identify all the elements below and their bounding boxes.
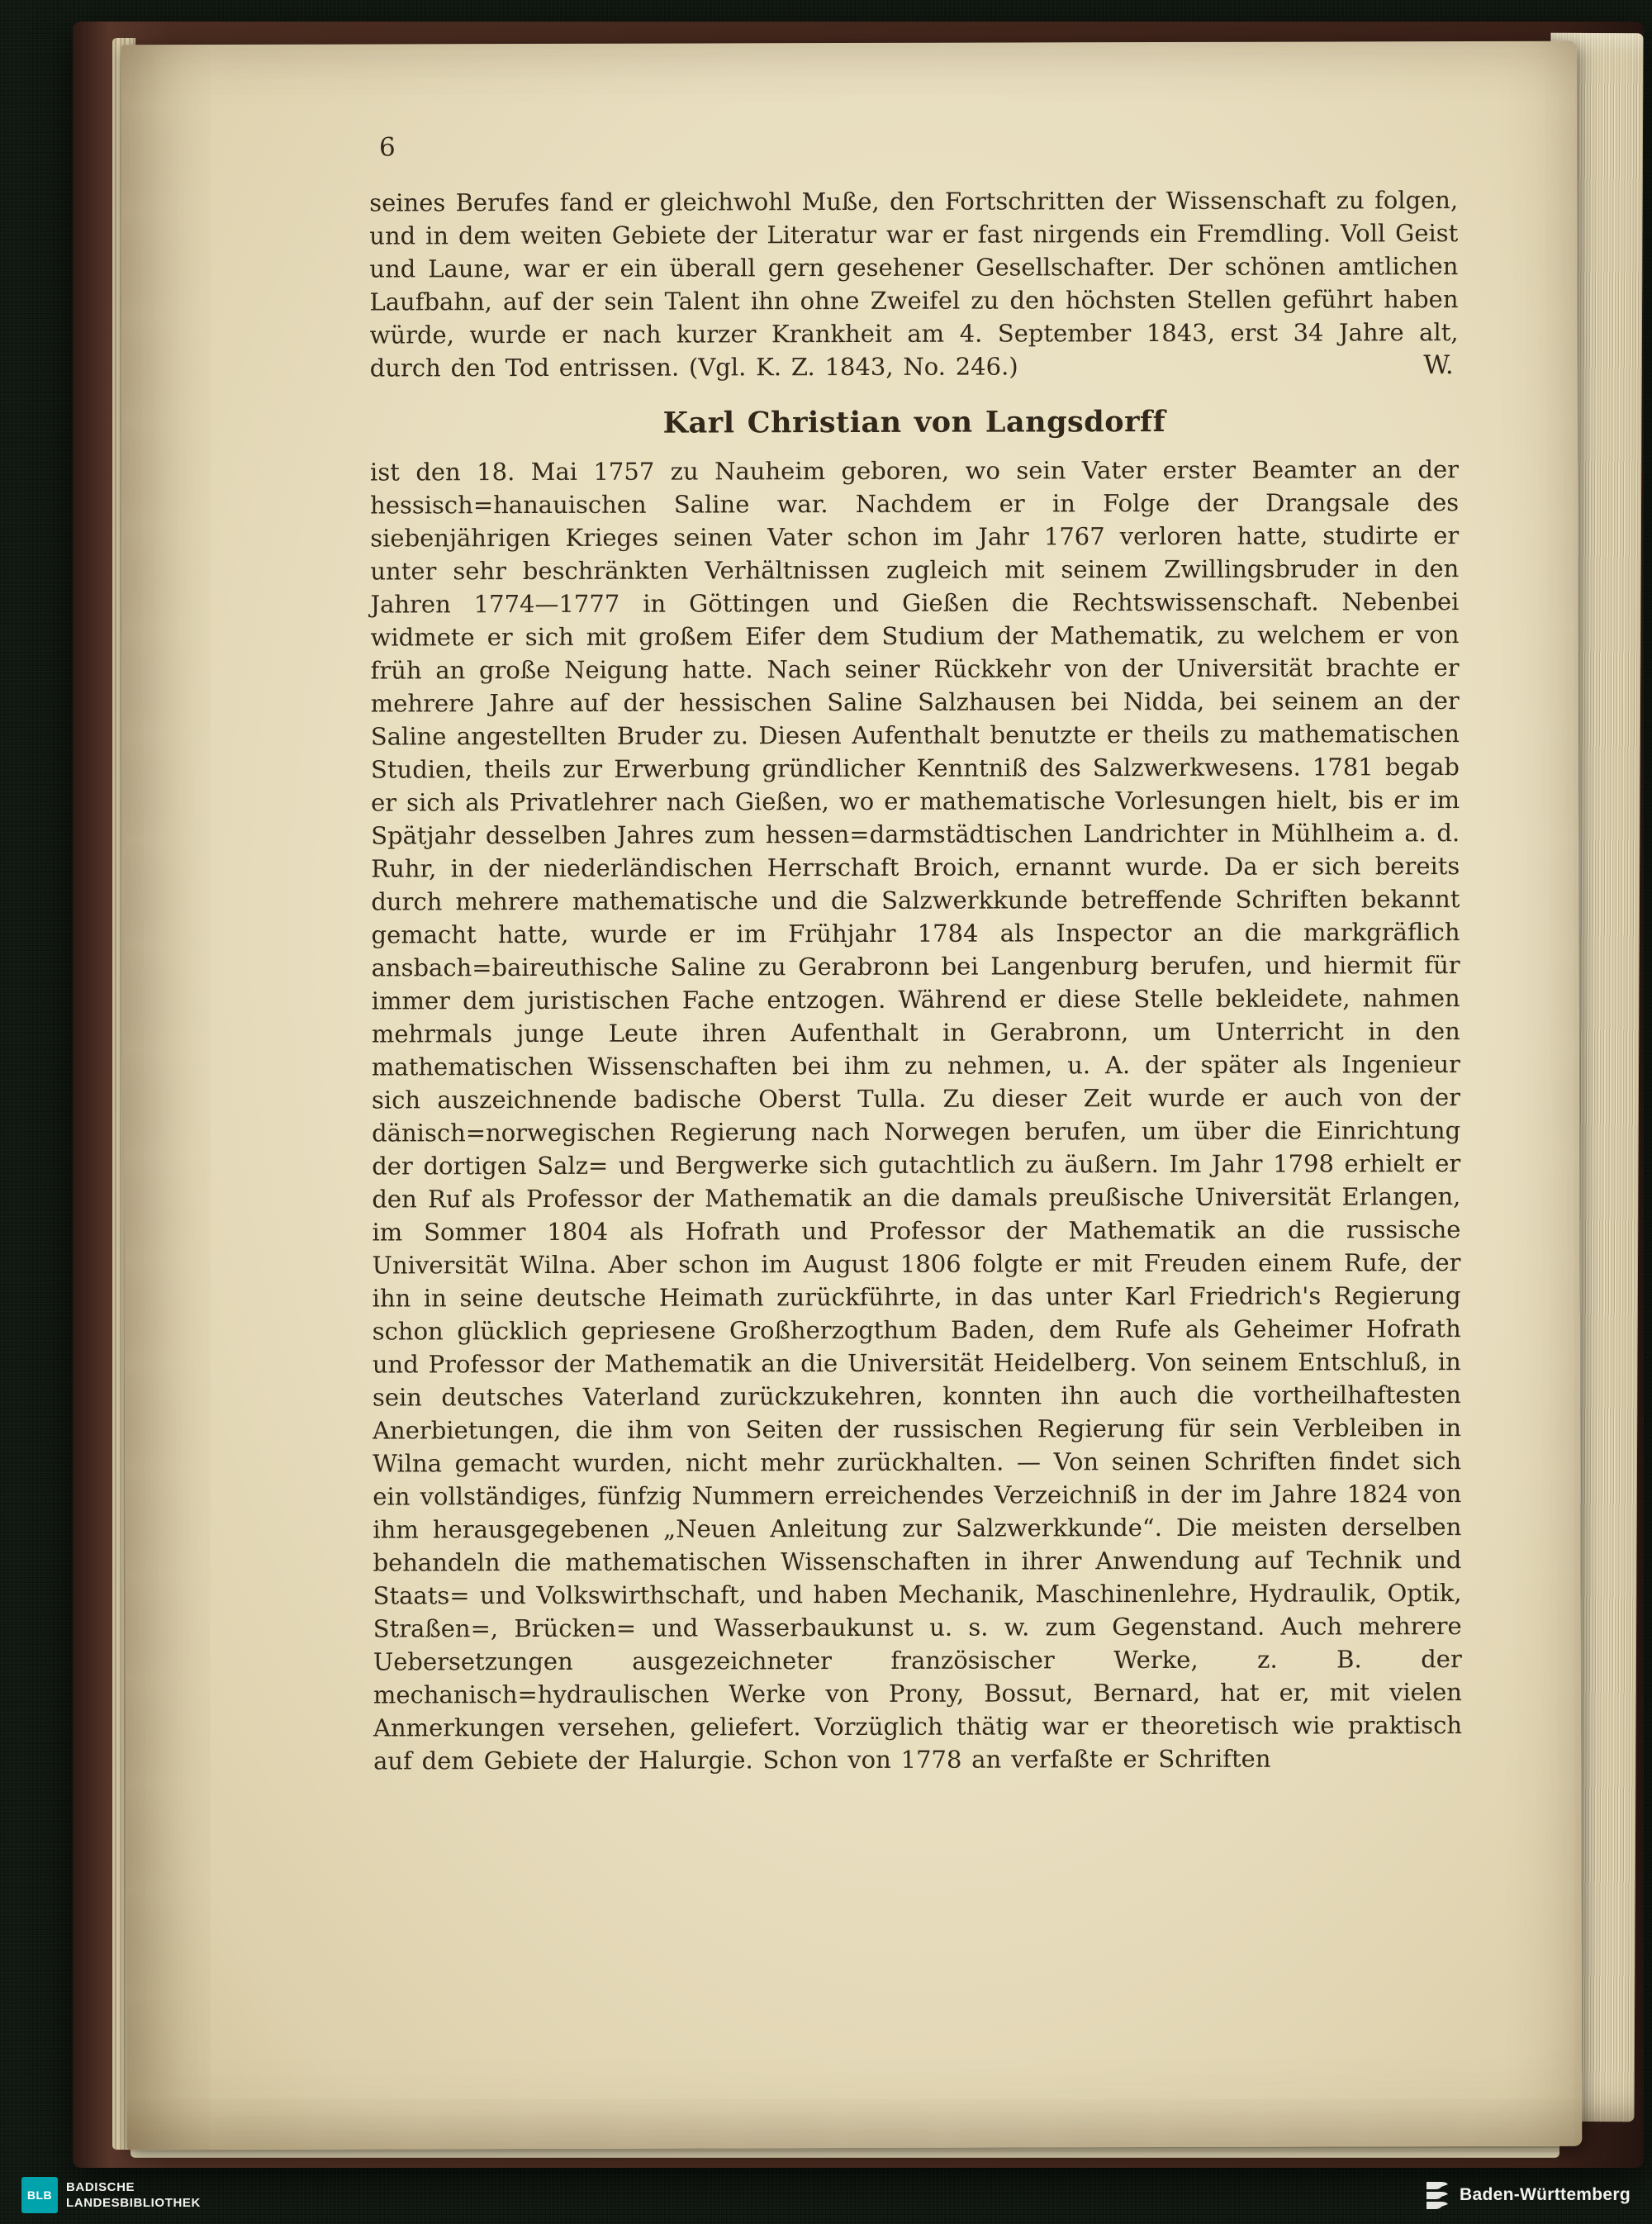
- author-signature: W.: [1423, 350, 1454, 381]
- intro-paragraph: seines Berufes fand er gleichwohl Muße, den Fortschritten der Wissenschaft zu folgen, und in dem weiten Gebiete der Literatur war er fast nirgends ein Fremdling. Voll Geist und Laune, war er ein überall gern gesehener Gesellschafter. Der schönen amtlichen Laufbahn, auf der sein Talent ihn ohne Zweifel zu den höchsten Stellen geführt haben würde, wurde er nach kurzer Krankheit am 4. September 1843, erst 34 Jahre alt, durch den Tod entrissen. (Vgl. K. Z. 1843, No. 246.): [369, 186, 1459, 383]
- library-name: [66, 2179, 201, 2211]
- library-name-line2: LANDESBIBLIOTHEK: [66, 2196, 201, 2210]
- intro-paragraph-wrap: [369, 183, 1459, 384]
- viewer-footer: [0, 2166, 1652, 2224]
- section-heading: Karl Christian von Langsdorff: [662, 405, 1166, 440]
- library-name-line1: BADISCHE: [66, 2180, 135, 2194]
- state-brand: [1425, 2180, 1631, 2210]
- baden-wuerttemberg-coat-of-arms-icon: [1425, 2180, 1450, 2210]
- library-brand: [21, 2177, 201, 2213]
- body-paragraph: ist den 18. Mai 1757 zu Nauheim geboren, wo sein Vater erster Beamter an der hessisch=hanauischen Saline war. Nachdem er in Folge der Drangsale des siebenjährigen Krieges seinen Vater schon im Jahr 1767 verloren hatte, studirte er unter sehr beschränkten Verhältnissen zugleich mit seinem Zwillingsbruder in den Jahren 1774—1777 in Göttingen und Gießen die Rechtswissenschaft. Nebenbei widmete er sich mit großem Eifer dem Studium der Mathematik, zu welchem er von früh an große Neigung hatte. Nach seiner Rückkehr von der Universität brachte er mehrere Jahre auf der hessischen Saline Salzhausen bei Nidda, bei seinem an der Saline angestellten Bruder zu. Diesen Aufenthalt benutzte er theils zu mathematischen Studien, theils zur Erwerbung gründlicher Kenntniß des Salzwerkwesens. 1781 begab er sich als Privatlehrer nach Gießen, wo er mathematische Vorlesungen hielt, bis er im Spätjahr desselben Jahres zum hessen=darmstädtischen Landrichter in Mühlheim a. d. Ruhr, in der niederländischen Herrschaft Broich, ernannt wurde. Da er sich bereits durch mehrere mathematische und die Salzwerkkunde betreffende Schriften bekannt gemacht hatte, wurde er im Frühjahr 1784 als Inspector an die markgräflich ansbach=baireuthische Saline zu Gerabronn bei Langenburg berufen, und hiermit für immer dem juristischen Fache entzogen. Während er diese Stelle bekleidete, nahmen mehrmals junge Leute ihren Aufenthalt in Gerabronn, um Unterricht in den mathematischen Wissenschaften bei ihm zu nehmen, u. A. der später als Ingenieur sich auszeichnende badische Oberst Tulla. Zu dieser Zeit wurde er auch von der dänisch=norwegischen Regierung nach Norwegen berufen, um über die Einrichtung der dortigen Salz= und Bergwerke sich gutachtlich zu äußern. Im Jahr 1798 erhielt er den Ruf als Professor der Mathematik an die damals preußische Universität Erlangen, im Sommer 1804 als Hofrath und Professor der Mathematik an die russische Universität Wilna. Aber schon im August 1806 folgte er mit Freuden einem Rufe, der ihn in seine deutsche Heimath zurückführte, in das unter Karl Friedrich's Regierung schon glücklich gepriesene Großherzogthum Baden, dem Rufe als Geheimer Hofrath und Professor der Mathematik an die Universität Heidelberg. Von seinem Entschluß, in sein deutsches Vaterland zurückzukehren, konnten ihn auch die vortheilhaftesten Anerbietungen, die ihm von Seiten der russischen Regierung für sein Verbleiben in Wilna gemacht wurden, nicht mehr zurückhalten. — Von seinen Schriften findet sich ein vollständiges, fünfzig Nummern erreichendes Verzeichniß in der im Jahre 1824 von ihm herausgegebenen „Neuen Anleitung zur Salzwerkkunde“. Die meisten derselben behandeln die mathematischen Wissenschaften in ihrer Anwendung auf Technik und Staats= und Volkswirthschaft, und haben Mechanik, Maschinenlehre, Hydraulik, Optik, Straßen=, Brücken= und Wasserbaukunst u. s. w. zum Gegenstand. Auch mehrere Uebersetzungen ausgezeichneter französischer Werke, z. B. der mechanisch=hydraulischen Werke von Prony, Bossut, Bernard, hat er, mit vielen Anmerkungen versehen, geliefert. Vorzüglich thätig war er theoretisch wie praktisch auf dem Gebiete der Halurgie. Schon von 1778 an verfaßte er Schriften: [369, 455, 1463, 1775]
- page-content: [369, 131, 1462, 1777]
- page-number: 6: [378, 132, 396, 163]
- book-page: [121, 41, 1583, 2150]
- state-label: Baden-Württemberg: [1460, 2185, 1631, 2204]
- blb-logo: BLB: [21, 2177, 58, 2213]
